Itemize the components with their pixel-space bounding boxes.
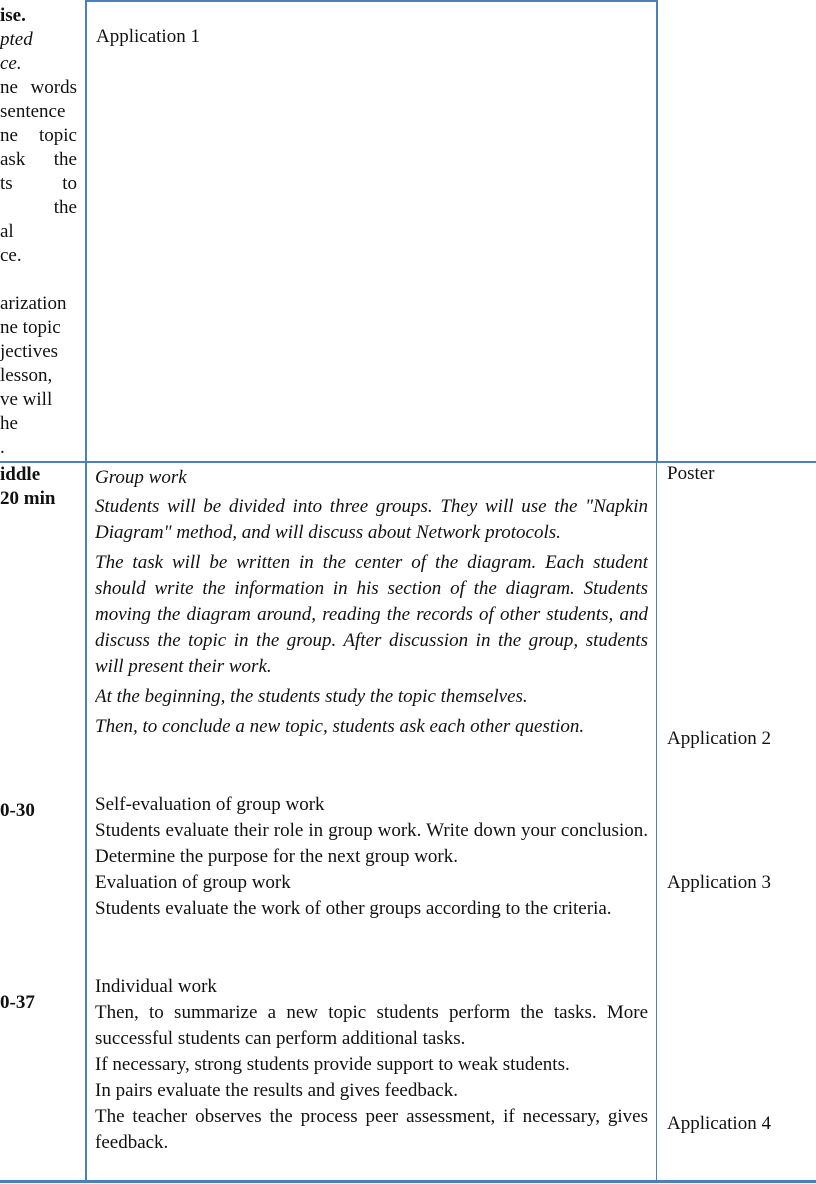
individual-work-line-3: In pairs evaluate the results and gives feedback. xyxy=(95,1080,458,1101)
group-evaluation-body: Students evaluate the work of other groups according to the criteria. xyxy=(95,898,612,919)
group-work-section xyxy=(95,466,648,740)
group-work-para-4: Then, to conclude a new topic, students ask each other question. xyxy=(95,716,585,737)
time-range-2: 0-37 xyxy=(0,992,35,1013)
stage-duration: 20 min xyxy=(0,488,56,509)
table-border-top xyxy=(85,0,658,2)
left-column-line: jectives xyxy=(0,341,59,362)
individual-work-line-2: If necessary, strong students provide support to weak students. xyxy=(95,1054,570,1075)
table-border-right-top xyxy=(656,0,658,462)
top-activity-cell xyxy=(96,26,646,56)
table-border-bottom xyxy=(0,1180,816,1183)
individual-work-line-1: Then, to summarize a new topic students perform the tasks. More successful students can perform additional tasks. xyxy=(95,1002,648,1049)
table-border-right xyxy=(656,462,657,1182)
application-1-label: Application 1 xyxy=(96,26,200,47)
left-column-line: he xyxy=(0,413,18,434)
time-range-1: 0-30 xyxy=(0,800,35,821)
individual-work-heading: Individual work xyxy=(95,976,217,997)
table-border-left xyxy=(85,0,87,1182)
left-column-line: ask the xyxy=(0,149,77,170)
left-column-line: ne words xyxy=(0,77,77,98)
group-work-heading: Group work xyxy=(95,467,187,488)
left-column-line: sentence xyxy=(0,101,66,122)
left-column-line: ce. xyxy=(0,53,22,74)
left-column-line: lesson, xyxy=(0,365,53,386)
left-column-line: the xyxy=(0,197,77,218)
left-column-line: . xyxy=(0,437,5,458)
left-column-line: ne topic xyxy=(0,125,77,146)
group-work-para-1: Students will be divided into three groups. They will use the "Napkin Diagram" method, and will discuss about Network protocols. xyxy=(95,496,648,543)
left-column-line: ise. xyxy=(0,5,26,26)
left-column-line: ts to xyxy=(0,173,77,194)
left-column-line: ce. xyxy=(0,245,22,266)
stage-label: iddle xyxy=(0,464,41,485)
left-column-line: ve will xyxy=(0,389,53,410)
individual-work-section xyxy=(95,974,648,1156)
left-column-line: arization xyxy=(0,293,67,314)
resource-poster: Poster xyxy=(667,463,715,484)
individual-work-line-4: The teacher observes the process peer assessment, if necessary, gives feedback. xyxy=(95,1106,648,1153)
self-evaluation-section xyxy=(95,792,648,922)
left-column-line: al xyxy=(0,221,14,242)
left-column-top xyxy=(0,0,84,461)
self-evaluation-heading: Self-evaluation of group work xyxy=(95,794,325,815)
resource-application-2: Application 2 xyxy=(667,728,771,749)
group-work-para-2: The task will be written in the center of the diagram. Each student should write the information in his section of the diagram. Students moving the diagram around, reading the records of other students, and discuss the topic in the group. After discussion in the group, students will present their work. xyxy=(95,552,648,677)
group-work-para-3: At the beginning, the students study the topic themselves. xyxy=(95,686,528,707)
left-column-line: ne topic xyxy=(0,317,61,338)
left-column-line: pted xyxy=(0,29,33,50)
resource-application-4: Application 4 xyxy=(667,1113,771,1134)
group-evaluation-heading: Evaluation of group work xyxy=(95,872,291,893)
left-column-bottom xyxy=(0,463,84,1180)
resource-application-3: Application 3 xyxy=(667,872,771,893)
self-evaluation-body: Students evaluate their role in group work. Write down your conclusion. Determine the purpose for the next group work. xyxy=(95,820,648,867)
